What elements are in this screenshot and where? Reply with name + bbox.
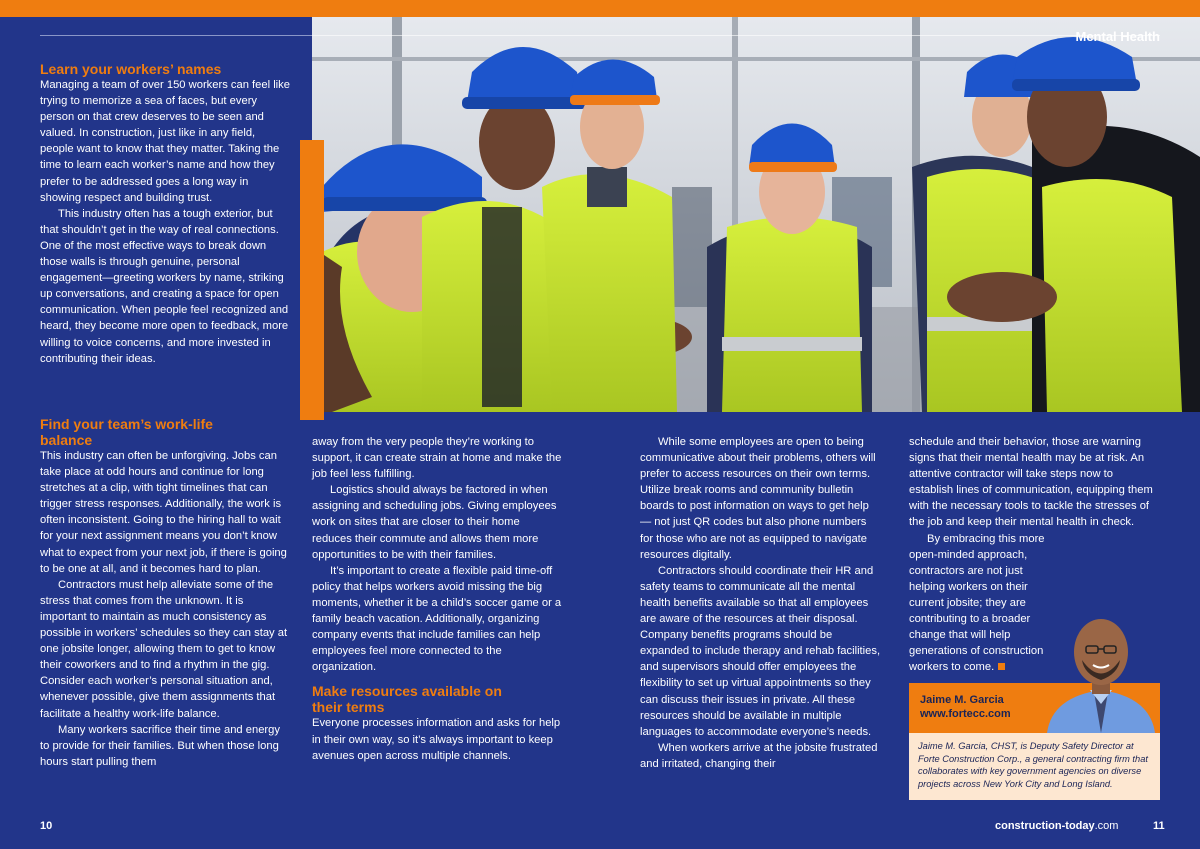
paragraph: Everyone processes information and asks for help in their own way, so it’s always important to keep avenues open across multiple channels.: [312, 717, 561, 762]
author-website-link[interactable]: www.fortecc.com: [920, 708, 1011, 720]
footer-site-name: construction-today: [995, 820, 1095, 832]
paragraph: When workers arrive at the jobsite frustrated and irritated, changing their: [640, 741, 878, 770]
column-1-upper: [40, 61, 290, 367]
heading-make-resources-available: Make resources available on their terms: [312, 683, 502, 716]
heading-learn-names: Learn your workers’ names: [40, 61, 222, 77]
header-rule-right: [312, 35, 1160, 36]
page-number-left: 10: [40, 820, 53, 832]
author-headshot: [1042, 612, 1160, 733]
closing-paragraph-text: By embracing this more open-minded approach, contractors are not just helping workers on their current jobsite; they are contributing to a broader change that will help generations of construction workers to come.: [909, 532, 1045, 674]
workers-clapping-photo: [312, 17, 1200, 412]
paragraph: Logistics should always be factored in when assigning and scheduling jobs. Giving employees work on sites that are closer to their home reduces their commute and allows them more opportunities to be with their families.: [312, 484, 557, 561]
paragraph: This industry often has a tough exterior, but that shouldn’t get in the way of real connections. One of the most effective ways to break down those walls is through genuine, personal engagement—greeting workers by name, striking up conversations, and creating a space for open communication. When people feel recognized and heard, they become more open to feedback, more willing to voice concerns, and more invested in contributing their ideas.: [40, 207, 289, 365]
heading-work-life-balance: Find your team’s work-life balance: [40, 416, 213, 448]
end-mark-icon: [998, 663, 1005, 670]
paragraph: away from the very people they’re working to support, it can create strain at home and make the job feel less fulfilling.: [312, 436, 562, 481]
paragraph: Many workers sacrifice their time and energy to provide for their families. But when those long hours start pulling them: [40, 723, 280, 768]
paragraph: Managing a team of over 150 workers can feel like trying to memorize a sea of faces, but every person on that crew deserves to be seen and valued. In construction, just like in any field, people want to know that they matter. Taking the time to learn each worker’s name and how they prefer to be addressed goes a long way in showing respect and building trust.: [40, 79, 290, 204]
author-bio: Jaime M. Garcia, CHST, is Deputy Safety Director at Forte Construction Corp., a general contracting firm that collaborates with key government agencies on diverse projects across New York City and Long Island.: [909, 733, 1160, 800]
paragraph: This industry can often be unforgiving. Jobs can take place at odd hours and continue for long stretches at a clip, with tight timelines that can trigger stress responses. Additionally, the work is often inconsistent. Going to the hiring hall to wait for your next assignment means you don’t know what to expect from your next job, if there is going to be one at all, and it becomes hard to plan.: [40, 450, 287, 575]
column-1-lower: [40, 416, 290, 770]
paragraph: It’s important to create a flexible paid time-off policy that helps workers avoid missing the big moments, whether it be a child’s soccer game or a family beach vacation. Additionally, organizing company events that include families can help employees feel more connected to the organization.: [312, 564, 562, 674]
orange-accent-block: [300, 140, 324, 420]
paragraph: [909, 531, 1059, 676]
top-accent-bar: [0, 0, 1200, 17]
paragraph: Contractors should coordinate their HR and safety teams to communicate all the mental health benefits available so that all employees are aware of the resources at their disposal. Company benefits programs should be expanded to include therapy and rehab facilities, and supervisors should offer employees the flexibility to set up virtual appointments so they can discuss their issues in private. All these resources should be available in multiple languages to accommodate everyone’s needs.: [640, 564, 881, 738]
paragraph: Contractors must help alleviate some of the stress that comes from the unknown. It is important to maintain as much consistency as possible in workers’ schedules so they can stay at one jobsite longer, allowing them to get to know their coworkers and to find a rhythm in the gig. Consider each worker’s personal situation and, whenever possible, give them assignments that facilitate a healthy work-life balance.: [40, 578, 288, 720]
column-2: [312, 434, 562, 764]
page-number-right: 11: [1153, 820, 1165, 832]
author-name: Jaime M. Garcia: [920, 694, 1004, 706]
paragraph: While some employees are open to being communicative about their problems, others will prefer to access resources on their own terms. Utilize break rooms and community bulletin boards to post information on ways to get help — not just QR codes but also phone numbers for those who are not as equipped to navigate resources digitally.: [640, 436, 876, 561]
column-3: [640, 434, 882, 772]
section-label: Mental Health: [1075, 29, 1160, 44]
footer-site-suffix: .com: [1094, 820, 1119, 832]
footer-website: [995, 820, 1118, 832]
paragraph: schedule and their behavior, those are warning signs that their mental health may be at risk. An attentive contractor will take steps now to establish lines of communication, equipping them with the necessary tools to tackle the stresses of the job and keep their mental health in check.: [909, 436, 1153, 529]
header-rule-left: [40, 35, 312, 36]
